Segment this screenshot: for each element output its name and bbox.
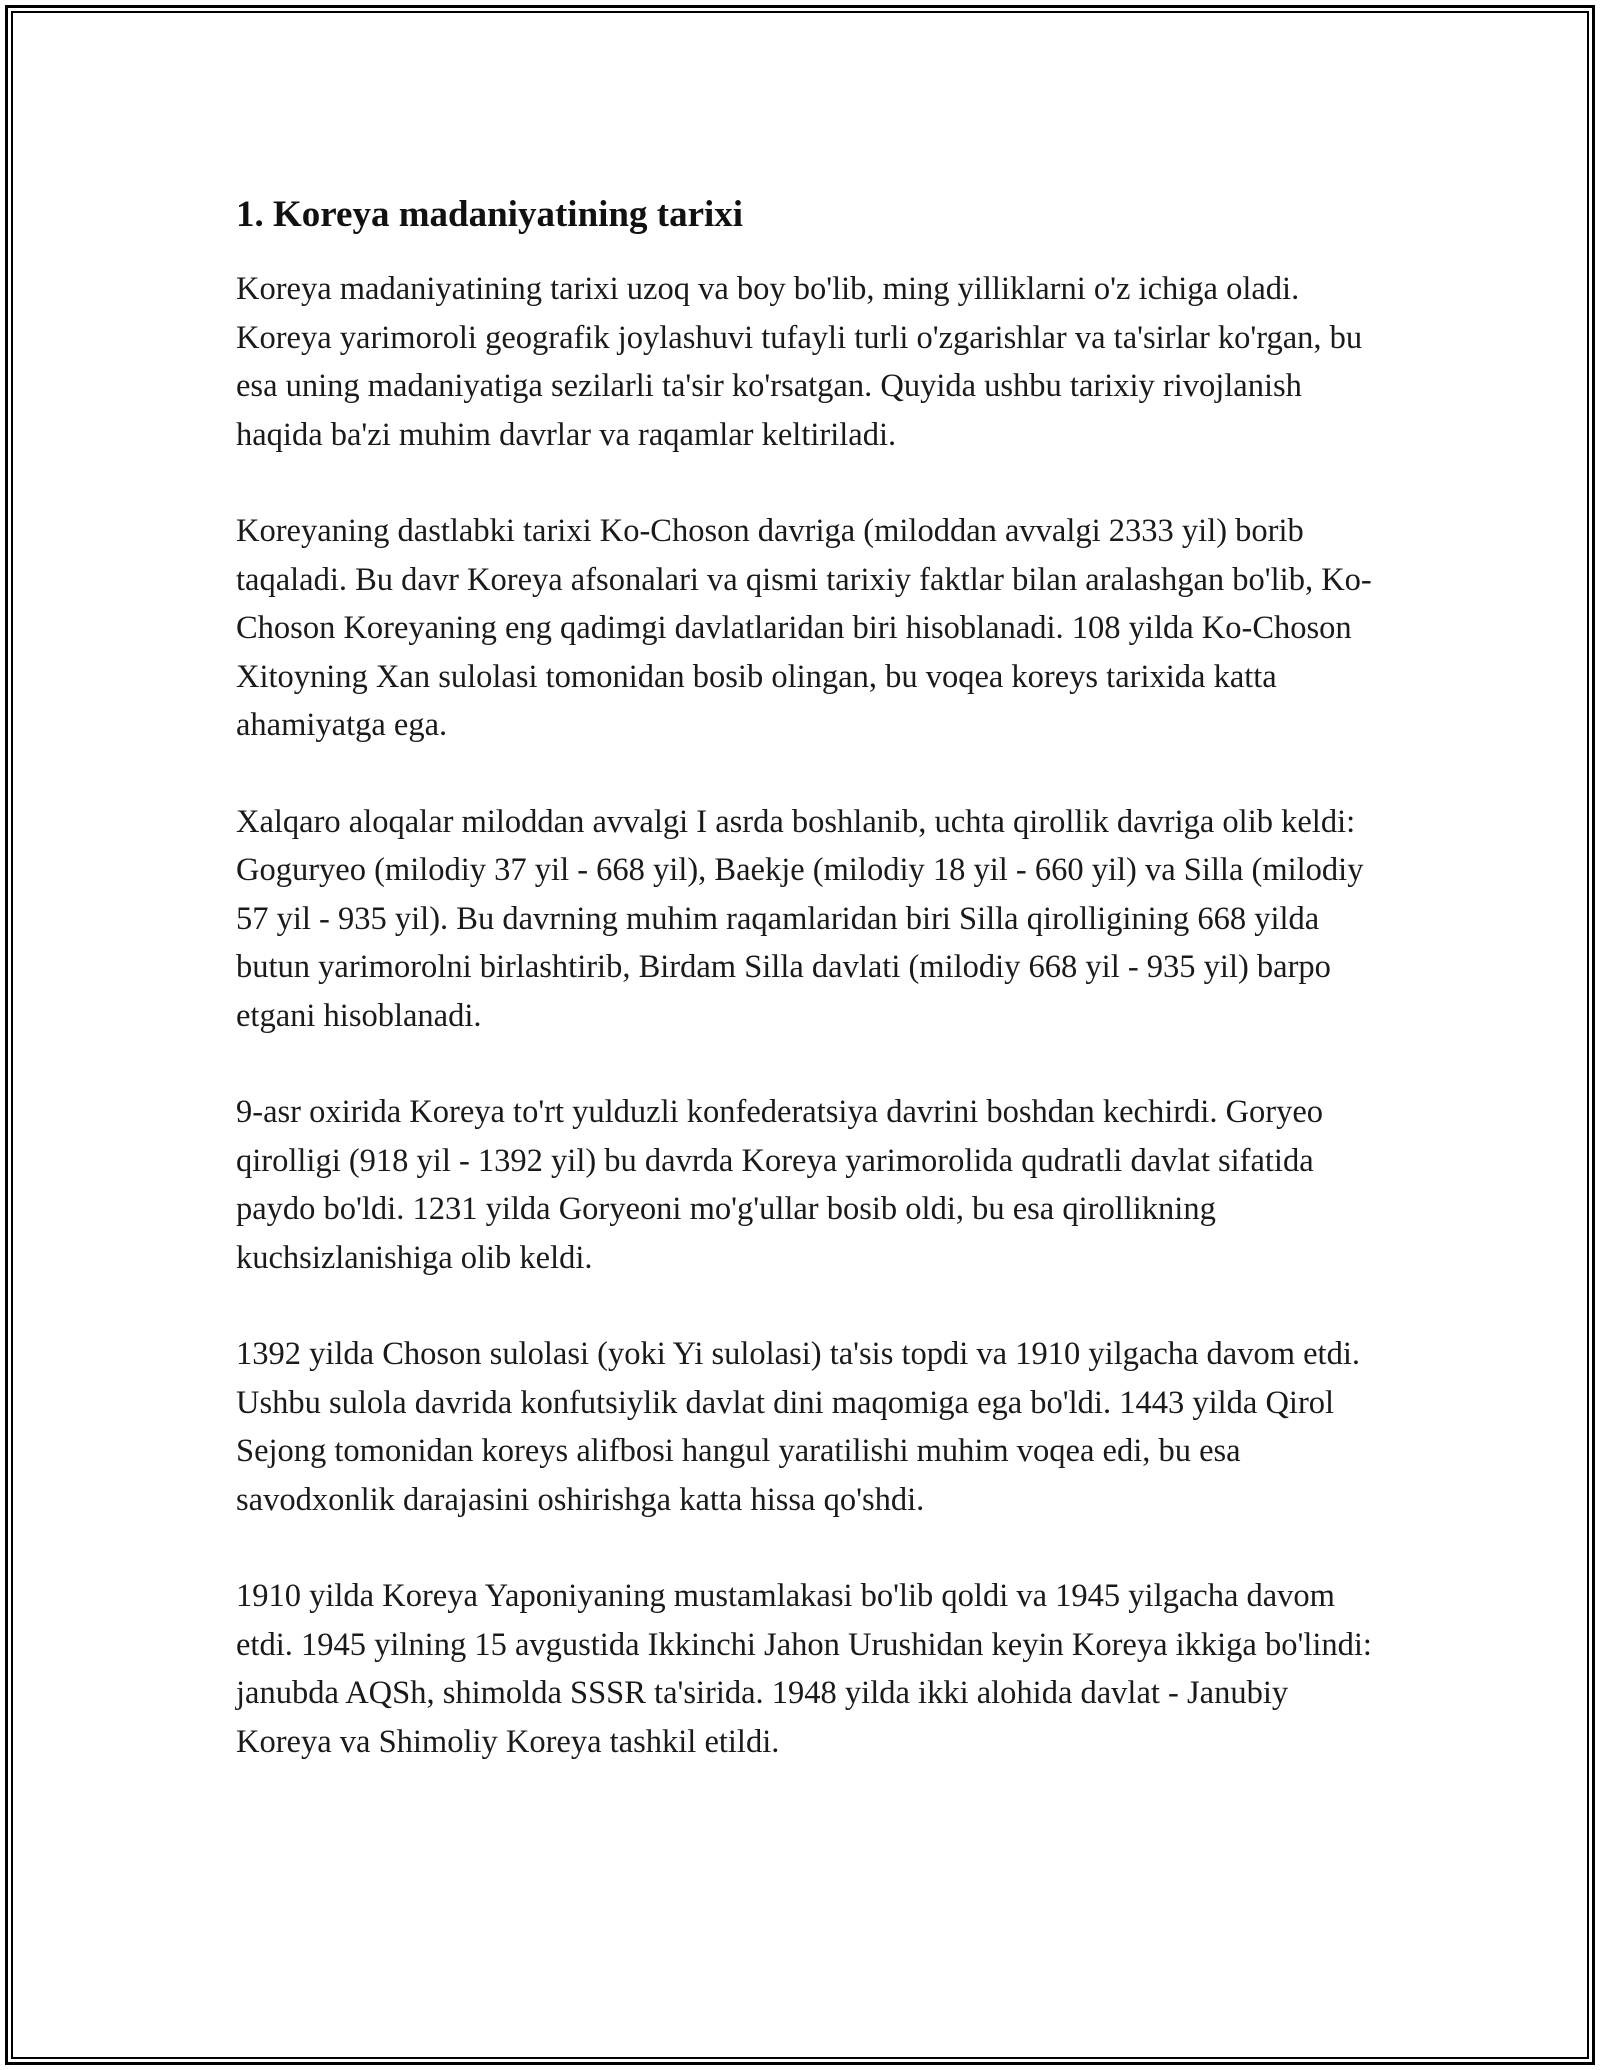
paragraph-modern-korea: 1910 yilda Koreya Yaponiyaning mustamlakasi bo'lib qoldi va 1945 yilgacha davom etdi. 1945 yilning 15 avgustida Ikkinchi Jahon Urushidan keyin Koreya ikkiga bo'lindi: janubda AQSh, shimolda SSSR ta'sirida. 1948 yilda ikki alohida davlat - Janubiy Koreya va Shimoliy Koreya tashkil etildi. [236, 1578, 1372, 1760]
section-heading: 1. Koreya madaniyatining tarixi [236, 194, 744, 235]
paragraph-ko-choson: Koreyaning dastlabki tarixi Ko-Choson davriga (miloddan avvalgi 2333 yil) borib taqaladi. Bu davr Koreya afsonalari va qismi tarixiy faktlar bilan aralashgan bo'lib, Ko-Choson Koreyaning eng qadimgi davlatlaridan biri hisoblanadi. 108 yilda Ko-Choson Xitoyning Xan sulolasi tomonidan bosib olingan, bu voqea koreys tarixida katta ahamiyatga ega. [236, 513, 1372, 743]
paragraph-choson-dynasty: 1392 yilda Choson sulolasi (yoki Yi sulolasi) ta'sis topdi va 1910 yilgacha davom etdi. Ushbu sulola davrida konfutsiylik davlat dini maqomiga ega bo'ldi. 1443 yilda Qirol Sejong tomonidan koreys alifbosi hangul yaratilishi muhim voqea edi, bu esa savodxonlik darajasini oshirishga katta hissa qo'shdi. [236, 1336, 1360, 1518]
paragraph-intro: Koreya madaniyatining tarixi uzoq va boy bo'lib, ming yilliklarni o'z ichiga oladi. Koreya yarimoroli geografik joylashuvi tufayli turli o'zgarishlar va ta'sirlar ko'rgan, bu esa uning madaniyatiga sezilarli ta'sir ko'rsatgan. Quyida ushbu tarixiy rivojlanish haqida ba'zi muhim davrlar va raqamlar keltiriladi. [236, 271, 1363, 453]
document-body [236, 185, 1376, 1814]
paragraph-three-kingdoms: Xalqaro aloqalar miloddan avvalgi I asrda boshlanib, uchta qirollik davriga olib keldi: Goguryeo (milodiy 37 yil - 668 yil), Baekje (milodiy 18 yil - 660 yil) va Silla (milodiy 57 yil - 935 yil). Bu davrning muhim raqamlaridan biri Silla qirolligining 668 yilda butun yarimorolni birlashtirib, Birdam Silla davlati (milodiy 668 yil - 935 yil) barpo etgani hisoblanadi. [236, 803, 1364, 1034]
paragraph-goryeo: 9-asr oxirida Koreya to'rt yulduzli konfederatsiya davrini boshdan kechirdi. Goryeo qirolligi (918 yil - 1392 yil) bu davrda Koreya yarimorolida qudratli davlat sifatida paydo bo'ldi. 1231 yilda Goryeoni mo'g'ullar bosib oldi, bu esa qirollikning kuchsizlanishiga olib keldi. [236, 1094, 1324, 1276]
